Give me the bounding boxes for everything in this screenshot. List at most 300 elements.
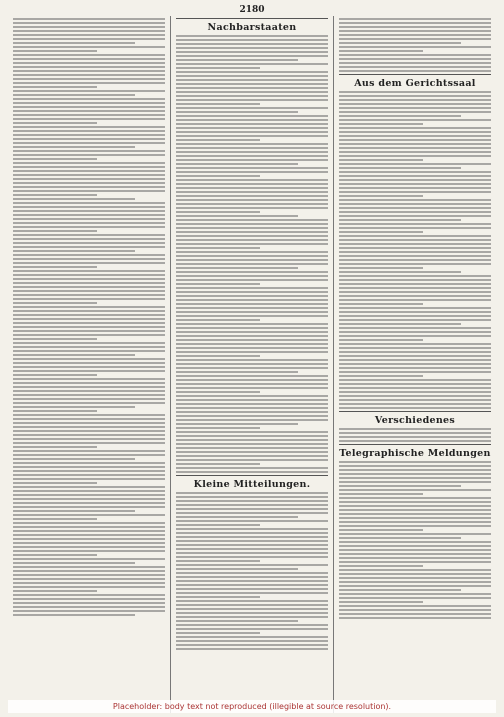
text-line: [339, 287, 491, 289]
text-line: [339, 517, 491, 519]
text-line: [339, 131, 491, 133]
text-line: [339, 219, 461, 221]
text-line: [339, 585, 491, 587]
text-line: [13, 158, 97, 160]
text-line: [176, 636, 328, 638]
text-line: [176, 291, 328, 293]
text-line: [339, 26, 491, 28]
text-line: [339, 307, 491, 309]
text-line: [176, 167, 328, 169]
text-line: [176, 287, 328, 289]
text-line: [339, 70, 491, 72]
text-line: [176, 295, 328, 297]
text-line: [339, 351, 491, 353]
text-line: [13, 190, 165, 192]
text-line: [339, 509, 491, 511]
text-line: [13, 26, 165, 28]
text-line: [176, 644, 328, 646]
text-line: [176, 496, 328, 498]
text-line: [339, 395, 491, 397]
text-line: [13, 210, 165, 212]
text-line: [176, 536, 328, 538]
text-line: [339, 387, 491, 389]
text-line: [339, 99, 491, 101]
text-line: [13, 206, 165, 208]
text-line: [13, 286, 165, 288]
text-line: [176, 183, 328, 185]
text-line: [339, 187, 491, 189]
text-line: [176, 395, 328, 397]
text-line: [339, 147, 491, 149]
article-body: [339, 18, 491, 72]
section-rule: [176, 475, 328, 476]
text-line: [13, 402, 165, 404]
text-line: [339, 497, 491, 499]
text-line: [13, 186, 165, 188]
section-heading: Kleine Mitteilungen.: [193, 479, 311, 490]
text-line: [13, 58, 165, 60]
text-line: [339, 403, 491, 405]
text-line: [13, 494, 165, 496]
text-line: [339, 315, 491, 317]
text-line: [13, 466, 165, 468]
text-line: [176, 303, 328, 305]
text-line: [176, 528, 328, 530]
text-line: [339, 367, 491, 369]
text-line: [13, 326, 165, 328]
text-line: [176, 540, 328, 542]
text-line: [176, 467, 328, 469]
text-line: [176, 600, 328, 602]
text-line: [176, 351, 328, 353]
text-line: [176, 371, 298, 373]
text-line: [339, 251, 491, 253]
text-line: [13, 554, 97, 556]
text-line: [176, 592, 328, 594]
text-line: [13, 178, 165, 180]
text-line: [339, 549, 491, 551]
text-line: [176, 51, 328, 53]
text-line: [176, 195, 328, 197]
text-line: [13, 250, 135, 252]
text-line: [339, 493, 423, 495]
section-rule: [176, 18, 328, 19]
text-line: [176, 620, 298, 622]
text-line: [176, 471, 328, 473]
text-line: [339, 163, 491, 165]
text-line: [13, 390, 165, 392]
text-line: [176, 520, 328, 522]
text-line: [13, 42, 135, 44]
text-line: [339, 569, 491, 571]
text-line: [339, 432, 491, 434]
text-line: [176, 315, 328, 317]
text-line: [176, 191, 328, 193]
text-line: [339, 605, 491, 607]
text-line: [339, 327, 491, 329]
text-line: [176, 492, 328, 494]
text-line: [13, 382, 165, 384]
text-line: [176, 435, 328, 437]
text-line: [13, 610, 165, 612]
text-line: [339, 119, 491, 121]
text-line: [176, 111, 298, 113]
text-line: [13, 406, 135, 408]
text-line: [13, 318, 165, 320]
text-line: [176, 267, 298, 269]
text-line: [176, 387, 328, 389]
text-line: [176, 279, 328, 281]
text-line: [176, 608, 328, 610]
text-line: [176, 580, 328, 582]
text-line: [339, 343, 491, 345]
text-line: [13, 370, 165, 372]
text-line: [339, 103, 491, 105]
text-line: [339, 597, 491, 599]
text-line: [176, 339, 328, 341]
text-line: [176, 375, 328, 377]
text-line: [339, 263, 491, 265]
text-line: [339, 235, 491, 237]
text-line: [13, 322, 165, 324]
text-line: [339, 339, 423, 341]
text-line: [339, 391, 491, 393]
text-line: [13, 170, 165, 172]
text-line: [339, 62, 491, 64]
text-line: [176, 512, 328, 514]
text-line: [13, 18, 165, 20]
text-line: [13, 118, 165, 120]
text-line: [339, 243, 491, 245]
text-line: [339, 577, 491, 579]
text-line: [13, 518, 97, 520]
text-line: [176, 323, 328, 325]
text-line: [13, 514, 165, 516]
text-line: [13, 562, 135, 564]
text-line: [176, 427, 260, 429]
text-line: [13, 510, 135, 512]
text-line: [339, 107, 491, 109]
text-line: [13, 410, 97, 412]
text-line: [13, 66, 165, 68]
text-line: [13, 90, 165, 92]
text-line: [176, 556, 328, 558]
text-line: [13, 214, 165, 216]
text-line: [13, 614, 135, 616]
text-line: [339, 227, 491, 229]
text-line: [339, 501, 491, 503]
text-line: [13, 82, 165, 84]
text-line: [339, 473, 491, 475]
text-line: [176, 131, 328, 133]
text-line: [339, 247, 491, 249]
text-line: [13, 362, 165, 364]
text-line: [339, 375, 423, 377]
text-line: [176, 43, 328, 45]
text-line: [13, 538, 165, 540]
text-line: [13, 314, 165, 316]
text-line: [13, 174, 165, 176]
text-line: [176, 283, 260, 285]
text-line: [339, 593, 491, 595]
text-line: [13, 182, 165, 184]
text-line: [339, 279, 491, 281]
text-line: [13, 282, 165, 284]
text-line: [339, 407, 491, 409]
text-line: [339, 215, 491, 217]
text-line: [176, 327, 328, 329]
text-line: [176, 572, 328, 574]
text-line: [13, 470, 165, 472]
text-line: [339, 139, 491, 141]
text-line: [13, 366, 165, 368]
text-line: [13, 378, 165, 380]
article-body: [176, 492, 328, 650]
text-line: [339, 363, 491, 365]
text-line: [13, 550, 165, 552]
text-line: [176, 544, 328, 546]
text-line: [176, 504, 328, 506]
text-line: [13, 254, 165, 256]
text-line: [176, 211, 260, 213]
section-rule: [339, 444, 491, 445]
text-line: [13, 142, 165, 144]
text-line: [13, 198, 135, 200]
text-line: [13, 334, 165, 336]
text-line: [339, 255, 491, 257]
article-body: [339, 461, 491, 619]
text-line: [339, 199, 491, 201]
text-line: [176, 624, 328, 626]
text-line: [13, 222, 165, 224]
text-line: [176, 447, 328, 449]
text-line: [176, 39, 328, 41]
text-line: [176, 399, 328, 401]
text-line: [13, 594, 165, 596]
text-line: [176, 259, 328, 261]
text-line: [339, 135, 491, 137]
text-line: [13, 566, 165, 568]
text-line: [339, 143, 491, 145]
text-line: [339, 347, 491, 349]
text-line: [176, 179, 328, 181]
text-line: [339, 291, 491, 293]
text-line: [13, 606, 165, 608]
text-line: [13, 126, 165, 128]
text-line: [339, 355, 491, 357]
text-line: [13, 202, 165, 204]
text-line: [176, 135, 328, 137]
text-line: [176, 331, 328, 333]
text-line: [176, 123, 328, 125]
text-line: [176, 548, 328, 550]
text-line: [176, 55, 328, 57]
text-line: [176, 107, 328, 109]
text-line: [176, 379, 328, 381]
text-line: [339, 179, 491, 181]
text-line: [13, 458, 135, 460]
text-line: [13, 474, 165, 476]
text-line: [13, 230, 97, 232]
text-line: [176, 383, 328, 385]
text-line: [339, 440, 491, 442]
text-line: [13, 106, 165, 108]
text-line: [13, 270, 165, 272]
text-line: [176, 263, 328, 265]
text-line: [176, 163, 298, 165]
text-line: [13, 278, 165, 280]
text-line: [13, 586, 165, 588]
text-line: [176, 223, 328, 225]
text-line: [176, 419, 328, 421]
text-line: [176, 219, 328, 221]
text-line: [13, 94, 135, 96]
text-line: [13, 74, 165, 76]
text-line: [339, 461, 491, 463]
text-line: [176, 231, 328, 233]
text-line: [13, 442, 165, 444]
text-line: [176, 91, 328, 93]
text-line: [176, 612, 328, 614]
text-line: [176, 455, 328, 457]
text-line: [339, 489, 491, 491]
text-line: [176, 243, 328, 245]
text-line: [176, 524, 260, 526]
text-line: [339, 371, 491, 373]
text-line: [176, 311, 328, 313]
text-line: [13, 598, 165, 600]
text-line: [13, 102, 165, 104]
text-line: [176, 500, 328, 502]
text-line: [176, 239, 328, 241]
text-line: [13, 498, 165, 500]
text-line: [339, 155, 491, 157]
text-line: [176, 47, 328, 49]
text-line: [176, 143, 328, 145]
text-line: [13, 130, 165, 132]
article-body: [176, 35, 328, 473]
text-line: [13, 98, 165, 100]
text-line: [176, 71, 328, 73]
text-line: [176, 307, 328, 309]
text-line: [13, 38, 165, 40]
text-line: [339, 22, 491, 24]
text-line: [176, 139, 260, 141]
text-line: [13, 590, 97, 592]
text-line: [13, 358, 165, 360]
text-line: [13, 234, 165, 236]
text-line: [13, 162, 165, 164]
text-line: [339, 477, 491, 479]
text-line: [176, 67, 260, 69]
text-line: [176, 319, 260, 321]
text-line: [339, 175, 491, 177]
text-line: [176, 451, 328, 453]
text-line: [176, 628, 328, 630]
text-line: [13, 446, 97, 448]
text-line: [13, 522, 165, 524]
text-line: [13, 414, 165, 416]
text-line: [13, 342, 165, 344]
text-line: [176, 459, 328, 461]
text-line: [339, 159, 423, 161]
text-line: [13, 530, 165, 532]
text-line: [339, 359, 491, 361]
text-line: [339, 565, 423, 567]
text-line: [339, 521, 491, 523]
text-line: [339, 303, 423, 305]
section-heading: Nachbarstaaten: [207, 22, 297, 33]
text-line: [13, 350, 165, 352]
text-line: [176, 584, 328, 586]
text-line: [176, 127, 328, 129]
text-line: [339, 91, 491, 93]
text-line: [13, 454, 165, 456]
text-line: [13, 150, 165, 152]
text-line: [339, 485, 461, 487]
text-line: [176, 347, 328, 349]
text-line: [13, 22, 165, 24]
text-line: [13, 78, 165, 80]
text-line: [176, 203, 328, 205]
text-line: [339, 561, 491, 563]
text-line: [339, 383, 491, 385]
text-line: [13, 478, 165, 480]
section-heading: Telegraphische Meldungen: [339, 448, 491, 459]
text-line: [13, 582, 165, 584]
column-right: [334, 16, 496, 713]
text-line: [176, 215, 298, 217]
text-line: [339, 267, 423, 269]
text-line: [13, 54, 165, 56]
text-line: [176, 159, 328, 161]
text-line: [176, 403, 328, 405]
text-line: [339, 525, 491, 527]
text-line: [339, 271, 461, 273]
text-line: [176, 275, 328, 277]
text-line: [339, 239, 491, 241]
text-line: [339, 46, 491, 48]
text-line: [13, 570, 165, 572]
text-line: [339, 465, 491, 467]
text-line: [176, 171, 328, 173]
text-line: [339, 34, 491, 36]
text-line: [339, 115, 461, 117]
text-line: [176, 99, 328, 101]
text-line: [339, 581, 491, 583]
text-line: [13, 602, 165, 604]
text-line: [13, 490, 165, 492]
text-line: [13, 338, 97, 340]
text-line: [13, 138, 165, 140]
text-line: [339, 151, 491, 153]
text-line: [13, 122, 97, 124]
text-line: [13, 290, 165, 292]
text-line: [339, 436, 491, 438]
text-line: [339, 283, 491, 285]
text-line: [339, 111, 491, 113]
text-line: [176, 207, 328, 209]
text-line: [13, 70, 165, 72]
text-line: [339, 203, 491, 205]
text-line: [176, 83, 328, 85]
text-line: [339, 505, 491, 507]
text-line: [13, 262, 165, 264]
text-line: [339, 469, 491, 471]
text-line: [339, 223, 491, 225]
text-line: [339, 18, 491, 20]
text-line: [13, 86, 97, 88]
